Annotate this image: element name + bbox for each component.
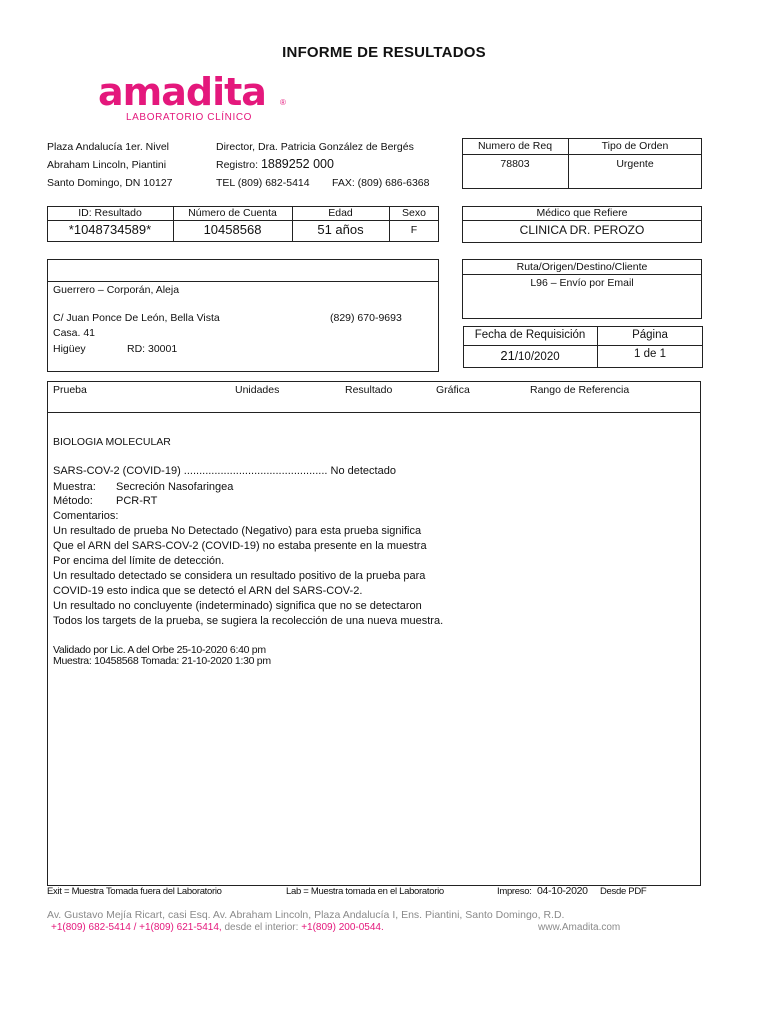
sample-label: Muestra: [53, 481, 96, 493]
lab-director: Director, Dra. Patricia González de Bergés [216, 141, 414, 153]
result-id-label: ID: Resultado [78, 207, 142, 219]
req-number-label: Numero de Req [477, 140, 553, 152]
comment-line: Todos los targets de la prueba, se sugiera la recolección de una nueva muestra. [53, 615, 444, 627]
patient-phone: (829) 670-9693 [330, 312, 402, 324]
printed-label: Impreso: [497, 886, 532, 897]
footer-phones: +1(809) 682-5414 / +1(809) 621-5414, [51, 922, 222, 933]
sex-value: F [410, 224, 418, 236]
footer-phones-line [51, 922, 384, 933]
footer-interior-phone: +1(809) 200-0544. [301, 922, 384, 933]
result-id-value: *1048734589* [68, 222, 152, 237]
legend-lab: Lab = Muestra tomada en el Laboratorio [286, 886, 444, 897]
results-box [47, 381, 701, 886]
col-result: Resultado [345, 384, 393, 396]
patient-house: Casa. 41 [53, 327, 96, 339]
patient-city: Higüey [53, 343, 86, 355]
requisition-day: 21 [500, 348, 515, 363]
page-value: 1 de 1 [634, 348, 666, 360]
lab-address-3: Santo Domingo, DN 10127 [47, 177, 173, 189]
age-value: 51 años [317, 222, 364, 237]
sex-label: Sexo [402, 207, 426, 219]
route-label: Ruta/Origen/Destino/Cliente [516, 261, 648, 273]
comment-line: Un resultado no concluyente (indeterminado) significa que no se detectaron [53, 600, 422, 612]
page-label: Página [632, 329, 668, 341]
account-number-label: Número de Cuenta [188, 207, 277, 219]
registered-mark: ® [280, 98, 286, 107]
comment-line: Un resultado de prueba No Detectado (Negativo) para esta prueba significa [53, 525, 422, 537]
printed-source: Desde PDF [600, 886, 647, 897]
amadita-logo [98, 72, 298, 130]
comment-line: Un resultado detectado se considera un resultado positivo de la prueba para [53, 570, 426, 582]
requisition-date-label: Fecha de Requisición [474, 329, 586, 341]
comments-label: Comentarios: [53, 510, 119, 522]
lab-fax: FAX: (809) 686-6368 [332, 177, 430, 189]
comment-line: Que el ARN del SARS-COV-2 (COVID-19) no estaba presente en la muestra [53, 540, 427, 552]
lab-registro [216, 157, 334, 171]
registro-value: 1889252 000 [260, 157, 334, 171]
referring-doctor-label: Médico que Refiere [536, 207, 628, 219]
logo-wordmark: amadita [98, 70, 266, 114]
col-graph: Gráfica [436, 384, 470, 396]
order-type-value: Urgente [616, 158, 654, 170]
req-number-value: 78803 [500, 158, 530, 170]
legend-exit: Exit = Muestra Tomada fuera del Laboratorio [47, 886, 222, 897]
report-title: INFORME DE RESULTADOS [282, 44, 486, 61]
col-test: Prueba [53, 384, 87, 396]
sample-value: Secreción Nasofaringea [116, 481, 234, 493]
requisition-date-value [463, 348, 597, 363]
footer-interior-label: desde el interior: [221, 922, 302, 933]
logo-subtitle: LABORATORIO CLÍNICO [126, 112, 253, 123]
account-number-value: 10458568 [203, 222, 262, 237]
order-type-label: Tipo de Orden [601, 140, 669, 152]
test-result-line: SARS-COV-2 (COVID-19) ............................................... No detectado [53, 465, 396, 477]
comment-line: COVID-19 esto indica que se detectó el ARN del SARS-COV-2. [53, 585, 363, 597]
col-units: Unidades [235, 384, 280, 396]
comment-line: Por encima del límite de detección. [53, 555, 225, 567]
method-value: PCR-RT [116, 495, 158, 507]
patient-rd: RD: 30001 [127, 343, 178, 355]
lab-address-2: Abraham Lincoln, Piantini [47, 159, 167, 171]
route-value: L96 – Envío por Email [530, 277, 634, 289]
lab-tel: TEL (809) 682-5414 [216, 177, 310, 189]
referring-doctor-value: CLINICA DR. PEROZO [519, 223, 645, 237]
lab-address-1: Plaza Andalucía 1er. Nivel [47, 141, 169, 153]
method-label: Método: [53, 495, 93, 507]
patient-street: C/ Juan Ponce De León, Bella Vista [53, 312, 220, 324]
requisition-month-year: /10/2020 [514, 351, 560, 363]
col-reference-range: Rango de Referencia [530, 384, 630, 396]
printed-date: 04-10-2020 [537, 885, 588, 897]
footer-website[interactable]: www.Amadita.com [538, 922, 621, 933]
registro-label: Registro: [216, 159, 259, 171]
age-label: Edad [328, 207, 353, 219]
validated-by: Validado por Lic. A del Orbe 25-10-2020 6:40 pm [53, 644, 266, 656]
footer-address: Av. Gustavo Mejía Ricart, casi Esq. Av. Abraham Lincoln, Plaza Andalucía I, Ens. Piantini, Santo Domingo, R.D. [47, 909, 565, 921]
sample-taken: Muestra: 10458568 Tomada: 21-10-2020 1:30 pm [53, 655, 271, 667]
patient-name: Guerrero – Corporán, Aleja [53, 284, 180, 296]
section-title: BIOLOGIA MOLECULAR [53, 436, 171, 448]
